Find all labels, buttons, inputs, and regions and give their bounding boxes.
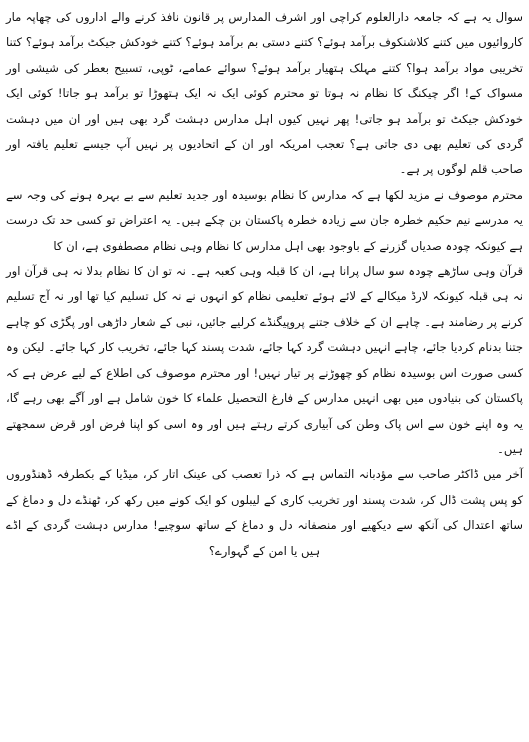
paragraph-3: قرآن وہی ساڑھے چودہ سو سال پرانا ہے، ان کا قبلہ وہی کعبہ ہے۔ نہ تو ان کا نظام بدلا نہ ہی قرآن اور نہ ہی قبلہ کیونکہ لارڈ میکالے کے لائے ہوئے تعلیمی نظام کو انہوں نے نہ کل تسلیم کیا تھا اور نہ آج تسلیم کرنے پر رضامند ہے۔ چاہے ان کے خلاف جتنے پروپیگنڈے کرلیے جائیں، نبی کے شعار داڑھی اور پگڑی کو چاہے جتنا بدنام کردیا جائے، چاہے انہیں دہشت گرد کہا جائے، شدت پسند کہا جائے، تخریب کار کہا جائے۔ لیکن وہ کسی صورت اس بوسیدہ نظام کو چھوڑنے پر تیار نہیں! اور محترم موصوف کی اطلاع کے لیے عرض ہے کہ پاکستان کی بنیادوں میں بھی انہیں مدارس کے فارغ التحصیل علماء کا خون شامل ہے اور آگے بھی رہے گا، یہ وہ اپنے خون سے اس پاک وطن کی آبیاری کرتے رہتے ہیں اور وہ اسی کو اپنا فرض اور قرض سمجھتے ہیں۔ bbox=[6, 264, 523, 456]
article-page bbox=[6, 5, 523, 564]
paragraph-4: آخر میں ڈاکٹر صاحب سے مؤدبانہ التماس ہے کہ ذرا تعصب کی عینک اتار کر، میڈیا کے بکطرفہ ڈھنڈوروں کو پس پشت ڈال کر، شدت پسند اور تخریب کاری کے لیبلوں کو ایک کونے میں رکھ کر، ٹھنڈے دل و دماغ کے ساتھ اعتدال کی آنکھ سے دیکھیے اور منصفانہ دل و دماغ کے ساتھ سوچیے! مدارس دہشت گردی کے اڈے ہیں یا امن کے گہوارے؟ bbox=[6, 467, 523, 558]
paragraph-1: سوال یہ ہے کہ جامعہ دارالعلوم کراچی اور اشرف المدارس پر قانون نافذ کرنے والے اداروں کی چھاپہ مار کاروائیوں میں کتنے کلاشنکوف برآمد ہوئے؟ کتنے دستی بم برآمد ہوئے؟ کتنے خودکش جیکٹ برآمد ہوئے؟ کتنا تخریبی مواد برآمد ہوا؟ کتنے مہلک ہتھیار برآمد ہوئے؟ سوائے عمامے، ٹوپی، تسبیح بعطر کی شیشی اور مسواک کے! اگر چیکنگ کا نظام نہ ہوتا تو محترم کوئی ایک نہ ایک ہتھوڑا تو برآمد ہو جاتا! کوئی ایک خودکش جیکٹ تو برآمد ہو جاتی! پھر نہیں کیوں اہل مدارس دہشت گرد بھی ہیں اور ان میں دہشت گردی کی تعلیم بھی دی جاتی ہے؟ تعجب امریکہ اور ان کے اتحادیوں پر نہیں آپ جیسے تعلیم یافتہ اور صاحب قلم لوگوں پر ہے۔ bbox=[6, 10, 523, 177]
paragraph-2: محترم موصوف نے مزید لکھا ہے کہ مدارس کا نظام بوسیدہ اور جدید تعلیم سے بے بہرہ ہونے کی وجہ سے یہ مدرسے نیم حکیم خطرہ جان سے زیادہ خطرہ پاکستان بن چکے ہیں۔ یہ اعتراض تو کسی حد تک درست ہے کیونکہ چودہ صدیاں گزرنے کے باوجود بھی اہل مدارس کا نظام وہی نظام مصطفوی ہے، ان کا bbox=[6, 187, 523, 253]
